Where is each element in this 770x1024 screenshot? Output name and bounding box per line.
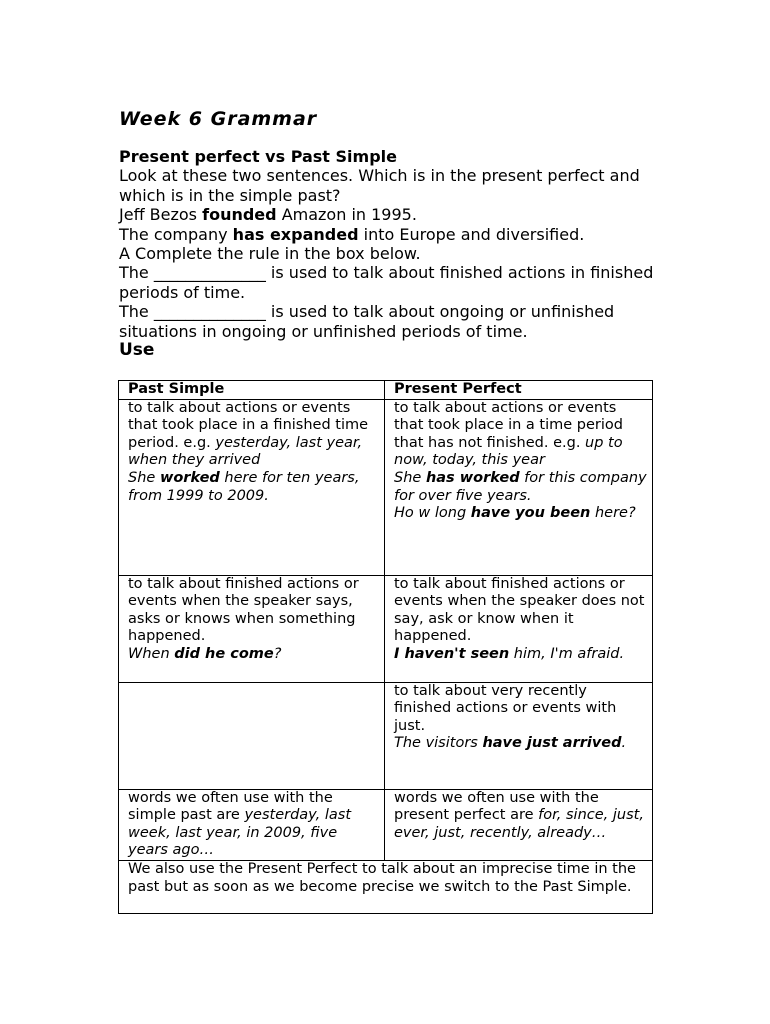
rule-sentence-2: The ______________ is used to talk about ongoing or unfinished situations in ongoing or unfinished periods of time. [119, 302, 615, 341]
table-row [119, 399, 653, 575]
example-sentence-1: Jeff Bezos founded Amazon in 1995. [119, 205, 417, 225]
table-row [119, 575, 653, 682]
table-cell: to talk about actions or events that took place in a time period that has not finished. e.g. up to now, today, this year She has worked for this company for over five years. Ho w long have you been here? [385, 399, 653, 575]
example-sentence-2: The company has expanded into Europe and diversified. [119, 224, 585, 244]
table-cell: to talk about finished actions or events when the speaker does not say, ask or know when it happened. I haven't seen him, I'm afraid. [385, 575, 653, 682]
instruction-text: A Complete the rule in the box below. [119, 244, 421, 264]
table-row [119, 789, 653, 860]
use-heading: Use [119, 340, 155, 361]
grammar-table [118, 380, 653, 914]
page-title: Week 6 Grammar [119, 108, 318, 130]
table-row [119, 860, 653, 913]
column-header-present-perfect: Present Perfect [385, 381, 653, 400]
intro-section [119, 147, 659, 360]
table-header-row [119, 381, 653, 400]
intro-question: Look at these two sentences. Which is in the present perfect and which is in the simple past? [119, 166, 640, 205]
table-cell: words we often use with the present perfect are for, since, just, ever, just, recently, already… [385, 789, 653, 860]
column-header-past-simple: Past Simple [119, 381, 385, 400]
table-cell: to talk about actions or events that took place in a finished time period. e.g. yesterday, last year, when they arrived She worked here for ten years, from 1999 to 2009. [119, 399, 385, 575]
table-cell: to talk about finished actions or events when the speaker says, asks or knows when something happened. When did he come? [119, 575, 385, 682]
table-cell: words we often use with the simple past are yesterday, last week, last year, in 2009, five years ago… [119, 789, 385, 860]
table-cell: to talk about very recently finished actions or events with just. The visitors have just arrived. [385, 682, 653, 789]
table-footer-note: We also use the Present Perfect to talk about an imprecise time in the past but as soon as we become precise we switch to the Past Simple. [119, 860, 653, 913]
section-subheading: Present perfect vs Past Simple [119, 147, 397, 166]
rule-sentence-1: The ______________ is used to talk about finished actions in finished periods of time. [119, 263, 654, 302]
table-cell-empty [119, 682, 385, 789]
table-row [119, 682, 653, 789]
